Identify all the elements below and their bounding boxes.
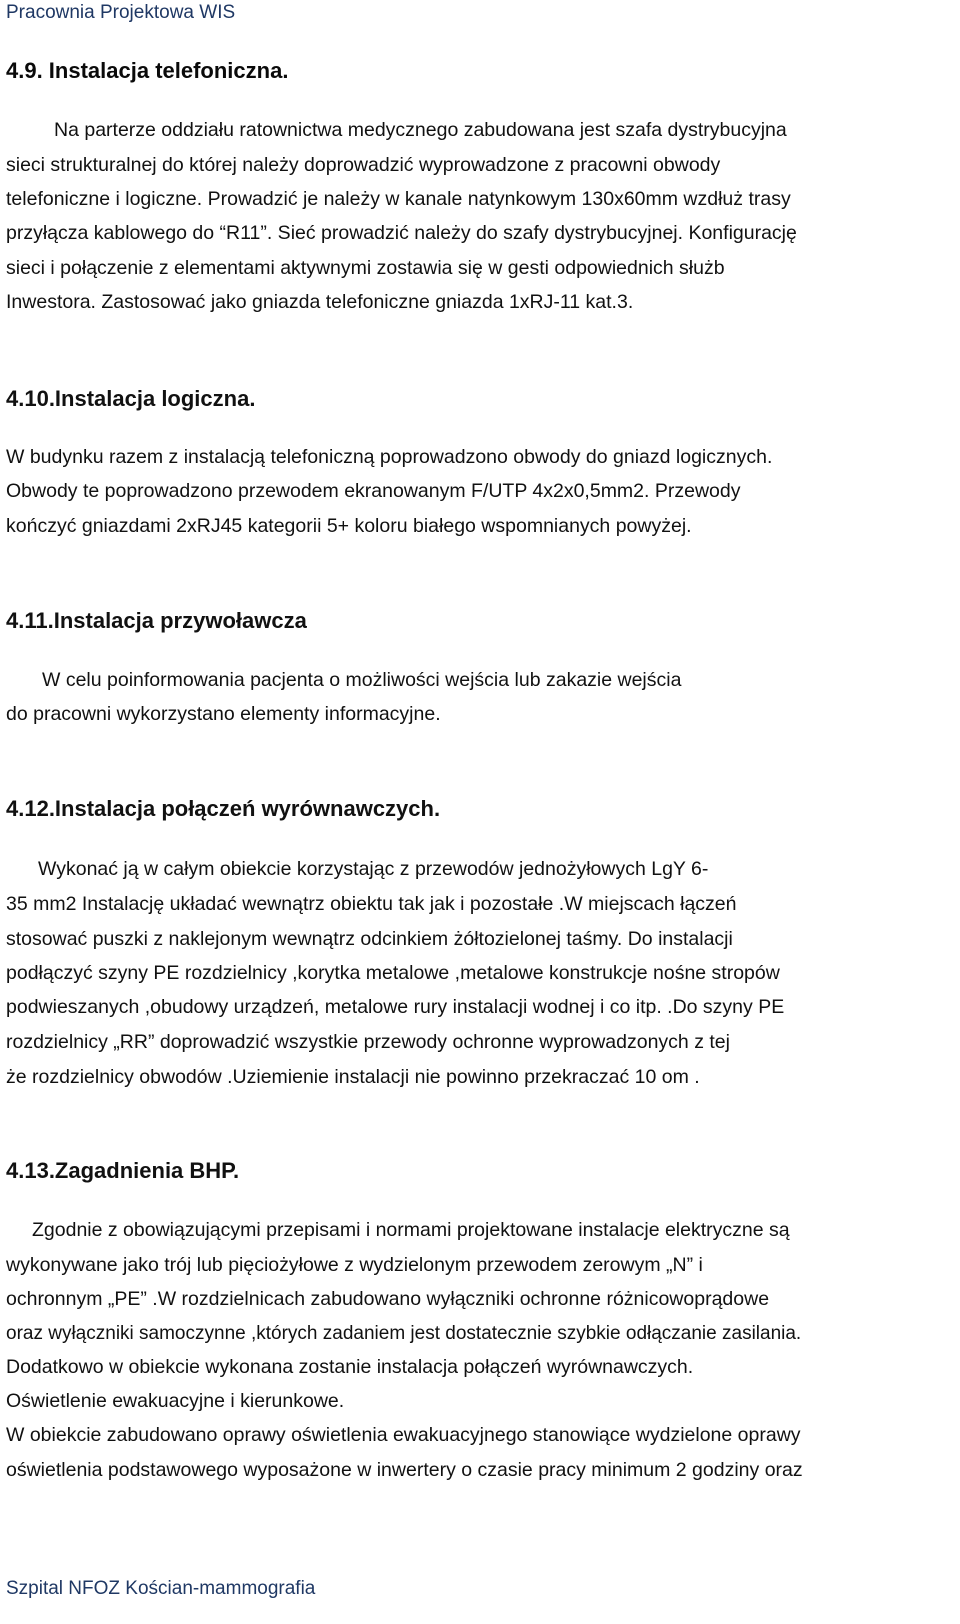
section-heading-4-10: 4.10.Instalacja logiczna. <box>6 386 256 411</box>
paragraph-line: rozdzielnicy „RR” doprowadzić wszystkie przewody ochronne wyprowadzonych z tej <box>6 1031 730 1053</box>
paragraph-line: Dodatkowo w obiekcie wykonana zostanie instalacja połączeń wyrównawczych. <box>6 1356 694 1378</box>
paragraph-line: Inwestora. Zastosować jako gniazda telefoniczne gniazda 1xRJ-11 kat.3. <box>6 291 634 313</box>
section-heading-4-11: 4.11.Instalacja przywoławcza <box>6 608 307 633</box>
paragraph-line: do pracowni wykorzystano elementy informacyjne. <box>6 703 441 725</box>
page-footer: Szpital NFOZ Kościan-mammografia <box>6 1578 316 1599</box>
paragraph-line: W obiekcie zabudowano oprawy oświetlenia ewakuacyjnego stanowiące wydzielone oprawy <box>6 1424 801 1446</box>
paragraph-line: kończyć gniazdami 2xRJ45 kategorii 5+ koloru białego wspomnianych powyżej. <box>6 515 692 537</box>
paragraph-line: podłączyć szyny PE rozdzielnicy ,korytka metalowe ,metalowe konstrukcje nośne stropów <box>6 962 780 984</box>
paragraph-line: sieci strukturalnej do której należy doprowadzić wyprowadzone z pracowni obwody <box>6 154 721 176</box>
paragraph-line: 35 mm2 Instalację układać wewnątrz obiektu tak jak i pozostałe .W miejscach łączeń <box>6 893 737 915</box>
page-header: Pracownia Projektowa WIS <box>6 2 236 23</box>
paragraph-line: że rozdzielnicy obwodów .Uziemienie instalacji nie powinno przekraczać 10 om . <box>6 1066 700 1088</box>
paragraph-line: W celu poinformowania pacjenta o możliwości wejścia lub zakazie wejścia <box>42 669 682 691</box>
paragraph-line: stosować puszki z naklejonym wewnątrz odcinkiem żółtozielonej taśmy. Do instalacji <box>6 928 733 950</box>
paragraph-line: Oświetlenie ewakuacyjne i kierunkowe. <box>6 1390 345 1412</box>
paragraph-line: Zgodnie z obowiązującymi przepisami i normami projektowane instalacje elektryczne są <box>32 1219 790 1241</box>
paragraph-line: telefoniczne i logiczne. Prowadzić je należy w kanale natynkowym 130x60mm wzdłuż trasy <box>6 188 791 210</box>
paragraph-line: sieci i połączenie z elementami aktywnymi zostawia się w gesti odpowiednich służb <box>6 257 725 279</box>
paragraph-line: Wykonać ją w całym obiekcie korzystając z przewodów jednożyłowych LgY 6- <box>38 858 709 880</box>
paragraph-line: wykonywane jako trój lub pięciożyłowe z wydzielonym przewodem zerowym „N” i <box>6 1254 703 1276</box>
section-heading-4-13: 4.13.Zagadnienia BHP. <box>6 1158 240 1183</box>
section-heading-4-9: 4.9. Instalacja telefoniczna. <box>6 58 289 83</box>
paragraph-line: oświetlenia podstawowego wyposażone w inwertery o czasie pracy minimum 2 godziny oraz <box>6 1459 803 1481</box>
paragraph-line: Obwody te poprowadzono przewodem ekranowanym F/UTP 4x2x0,5mm2. Przewody <box>6 480 741 502</box>
paragraph-line: przyłącza kablowego do “R11”. Sieć prowadzić należy do szafy dystrybucyjnej. Konfigurację <box>6 222 797 244</box>
paragraph-line: Na parterze oddziału ratownictwa medycznego zabudowana jest szafa dystrybucyjna <box>54 119 787 141</box>
paragraph-line: W budynku razem z instalacją telefoniczną poprowadzono obwody do gniazd logicznych. <box>6 446 773 468</box>
section-heading-4-12: 4.12.Instalacja połączeń wyrównawczych. <box>6 796 441 821</box>
paragraph-line: podwieszanych ,obudowy urządzeń, metalowe rury instalacji wodnej i co itp. .Do szyny PE <box>6 996 785 1018</box>
paragraph-line: ochronnym „PE” .W rozdzielnicach zabudowano wyłączniki ochronne różnicowoprądowe <box>6 1288 770 1310</box>
paragraph-line: oraz wyłączniki samoczynne ,których zadaniem jest dostatecznie szybkie odłączanie zasilania. <box>6 1323 802 1344</box>
